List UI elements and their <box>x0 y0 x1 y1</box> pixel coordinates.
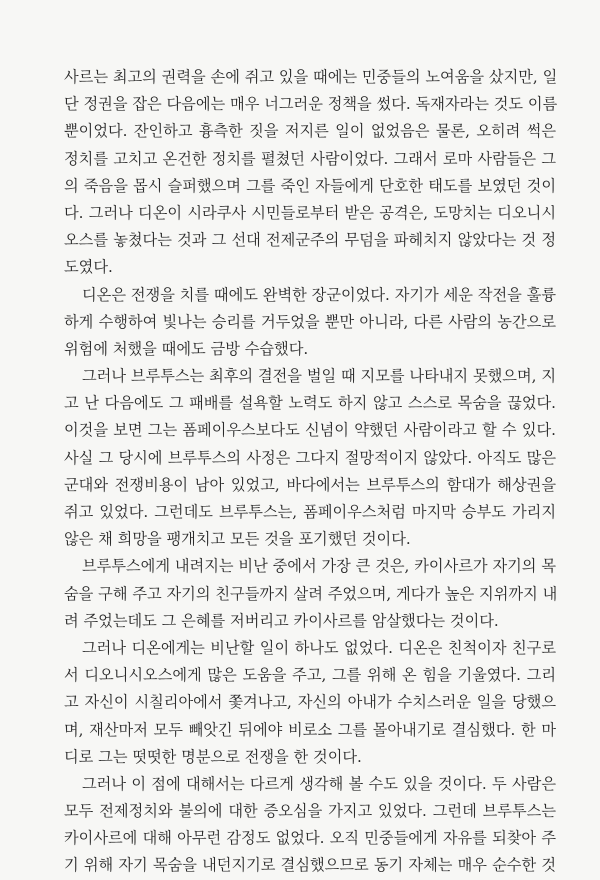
text-line: 사르는 최고의 권력을 손에 쥐고 있을 때에는 민중들의 노여움을 샀지만, 일 <box>64 68 558 86</box>
text-line: 위험에 처했을 때에도 금방 수습했다. <box>64 339 309 358</box>
text-line: 기 위해 자기 목숨을 내던지기로 결심했으므로 동기 자체는 매우 순수한 것 <box>64 856 556 875</box>
text-line: 그러나 디온에게는 비난할 일이 하나도 없었다. 디온은 친척이자 친구로 <box>82 638 556 657</box>
text-line: 하게 수행하여 빛나는 승리를 거두었을 뿐만 아니라, 다른 사람의 농간으로 <box>64 312 556 331</box>
text-line: 의 죽음을 몹시 슬퍼했으며 그를 죽인 자들에게 단호한 태도를 보였던 것이 <box>64 176 556 195</box>
paragraph <box>64 635 556 771</box>
paragraph <box>64 363 556 553</box>
text-line: 서 디오니시오스에게 많은 도움을 주고, 그를 위해 온 힘을 기울였다. 그리 <box>64 666 556 685</box>
text-line: 모두 전제정치와 불의에 대한 증오심을 가지고 있었다. 그런데 브루투스는 <box>64 802 556 821</box>
text-line: 고 자신이 시칠리아에서 쫓겨나고, 자신의 아내가 수치스러운 일을 당했으 <box>64 693 556 712</box>
text-line: 사실 그 당시에 브루투스의 사정은 그다지 절망적이지 않았다. 아직도 많은 <box>64 448 556 467</box>
paragraph <box>64 553 556 635</box>
text-line: 고 난 다음에도 그 패배를 설욕할 노력도 하지 않고 스스로 목숨을 끊었다. <box>64 394 556 413</box>
text-line: 려 주었는데도 그 은혜를 저버리고 카이사르를 암살했다는 것이다. <box>64 611 499 630</box>
text-line: 않은 채 희망을 팽개치고 모든 것을 포기했던 것이다. <box>64 530 411 549</box>
text-line: 브루투스에게 내려지는 비난 중에서 가장 큰 것은, 카이사르가 자기의 목 <box>82 557 556 576</box>
text-line: 그러나 이 점에 대해서는 다르게 생각해 볼 수도 있을 것이다. 두 사람은 <box>82 774 556 793</box>
text-line: 그러나 브루투스는 최후의 결전을 벌일 때 지모를 나타내지 못했으며, 지 <box>82 367 556 386</box>
text-line: 디온은 전쟁을 치를 때에도 완벽한 장군이었다. 자기가 세운 작전을 훌륭 <box>82 285 556 304</box>
text-line: 오스를 놓쳤다는 것과 그 선대 전제군주의 무덤을 파헤치지 않았다는 것 정 <box>64 231 556 250</box>
text-line: 며, 재산마저 모두 빼앗긴 뒤에야 비로소 그를 몰아내기로 결심했다. 한 마 <box>64 720 556 739</box>
text-line: 디로 그는 떳떳한 명분으로 전쟁을 한 것이다. <box>64 747 362 766</box>
text-line: 카이사르에 대해 아무런 감정도 없었다. 오직 민중들에게 자유를 되찾아 주 <box>64 829 556 848</box>
text-line: 이것을 보면 그는 폼페이우스보다도 신념이 약했던 사람이라고 할 수 있다. <box>64 421 556 440</box>
text-line: 도였다. <box>64 258 113 277</box>
text-line: 군대와 전쟁비용이 남아 있었고, 바다에서는 브루투스의 함대가 해상권을 <box>64 475 556 494</box>
paragraph <box>64 771 556 880</box>
text-line: 뿐이었다. 잔인하고 흉측한 짓을 저지른 일이 없었음은 물론, 오히려 썩은 <box>64 122 556 141</box>
paragraph <box>64 64 556 282</box>
text-line: 다. 그러나 디온이 시라쿠사 시민들로부터 받은 공격은, 도망치는 디오니시 <box>64 203 556 222</box>
text-line: 정치를 고치고 온건한 정치를 펼쳤던 사람이었다. 그래서 로마 사람들은 그 <box>64 149 556 168</box>
text-line: 단 정권을 잡은 다음에는 매우 너그러운 정책을 썼다. 독재자라는 것도 이름 <box>64 95 558 114</box>
paragraph <box>64 282 556 364</box>
text-line: 숨을 구해 주고 자기의 친구들까지 살려 주었으며, 게다가 높은 지위까지 내 <box>64 584 558 603</box>
text-line: 쥐고 있었다. 그런데도 브루투스는, 폼페이우스처럼 마지막 승부도 가리지 <box>64 503 556 521</box>
